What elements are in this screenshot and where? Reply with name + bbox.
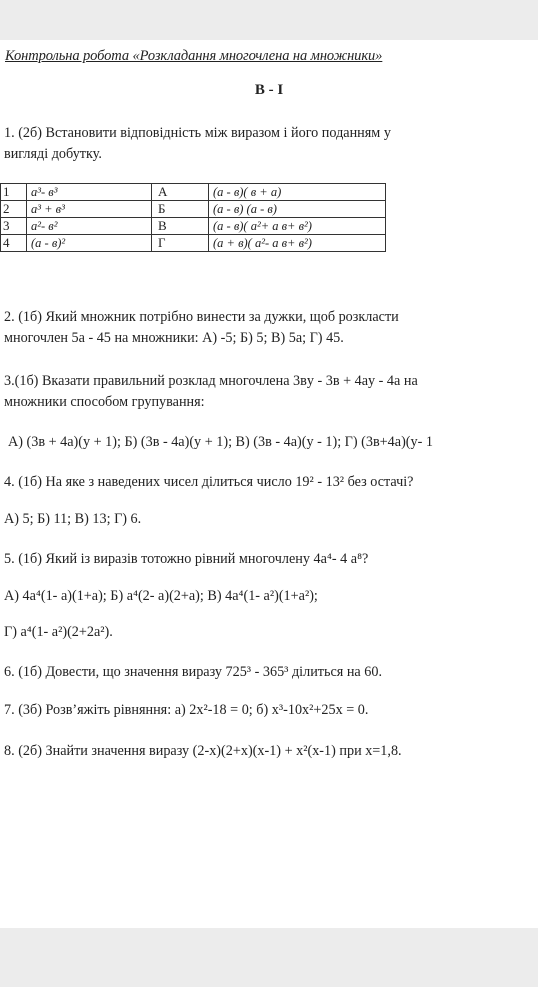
matching-row bbox=[1, 235, 386, 252]
question-1-line-1: 1. (2б) Встановити відповідність між виразом і його поданням у bbox=[4, 125, 391, 141]
question-4-answers: А) 5; Б) 11; В) 13; Г) 6. bbox=[4, 511, 142, 527]
product-cell: (a - в)( в + a) bbox=[209, 184, 386, 201]
question-3-line-1: 3.(1б) Вказати правильний розклад многочлена 3вy - 3в + 4ay - 4a на bbox=[4, 373, 418, 389]
question-7: 7. (3б) Розв’яжіть рівняння: а) 2x²-18 = 0; б) x³-10x²+25x = 0. bbox=[4, 702, 369, 718]
letter-cell: Г bbox=[152, 235, 209, 252]
row-number: 1 bbox=[1, 184, 27, 201]
matching-row bbox=[1, 184, 386, 201]
question-8: 8. (2б) Знайти значення виразу (2-x)(2+x)(x-1) + x²(x-1) при x=1,8. bbox=[4, 743, 402, 759]
matching-table bbox=[0, 183, 386, 252]
matching-row bbox=[1, 218, 386, 235]
row-number: 3 bbox=[1, 218, 27, 235]
question-5-answers-1: А) 4a⁴(1- a)(1+a); Б) a⁴(2- a)(2+a); В) 4a⁴(1- a²)(1+a²); bbox=[4, 588, 318, 604]
question-2-line-2: многочлен 5a - 45 на множники: А) -5; Б) 5; В) 5a; Г) 45. bbox=[4, 330, 344, 346]
question-5-answers-2: Г) a⁴(1- a²)(2+2a²). bbox=[4, 624, 113, 640]
question-3-answers: А) (3в + 4a)(y + 1); Б) (3в - 4a)(y + 1); В) (3в - 4a)(y - 1); Г) (3в+4a)(y- 1 bbox=[8, 434, 433, 450]
page-title: Контрольна робота «Розкладання многочлена на множники» bbox=[5, 48, 383, 64]
product-cell: (a - в)( a²+ a в+ в²) bbox=[209, 218, 386, 235]
question-1 bbox=[4, 123, 391, 165]
question-3 bbox=[4, 371, 418, 413]
question-2 bbox=[4, 307, 399, 349]
matching-row bbox=[1, 201, 386, 218]
question-3-line-2: множники способом групування: bbox=[4, 394, 205, 410]
letter-cell: Б bbox=[152, 201, 209, 218]
expression-cell: a²- в² bbox=[27, 218, 152, 235]
row-number: 2 bbox=[1, 201, 27, 218]
letter-cell: В bbox=[152, 218, 209, 235]
question-4: 4. (1б) На яке з наведених чисел ділиться число 19² - 13² без остачі? bbox=[4, 474, 414, 490]
expression-cell: (a - в)² bbox=[27, 235, 152, 252]
expression-cell: a³- в³ bbox=[27, 184, 152, 201]
question-5: 5. (1б) Який із виразів тотожно рівний многочлену 4a⁴- 4 a⁸? bbox=[4, 551, 369, 567]
expression-cell: a³ + в³ bbox=[27, 201, 152, 218]
product-cell: (a + в)( a²- a в+ в²) bbox=[209, 235, 386, 252]
variant-label: В - І bbox=[254, 82, 284, 98]
question-1-line-2: вигляді добутку. bbox=[4, 146, 102, 162]
question-2-line-1: 2. (1б) Який множник потрібно винести за дужки, щоб розкласти bbox=[4, 309, 399, 325]
product-cell: (a - в) (a - в) bbox=[209, 201, 386, 218]
row-number: 4 bbox=[1, 235, 27, 252]
letter-cell: А bbox=[152, 184, 209, 201]
question-6: 6. (1б) Довести, що значення виразу 725³ - 365³ ділиться на 60. bbox=[4, 664, 383, 680]
